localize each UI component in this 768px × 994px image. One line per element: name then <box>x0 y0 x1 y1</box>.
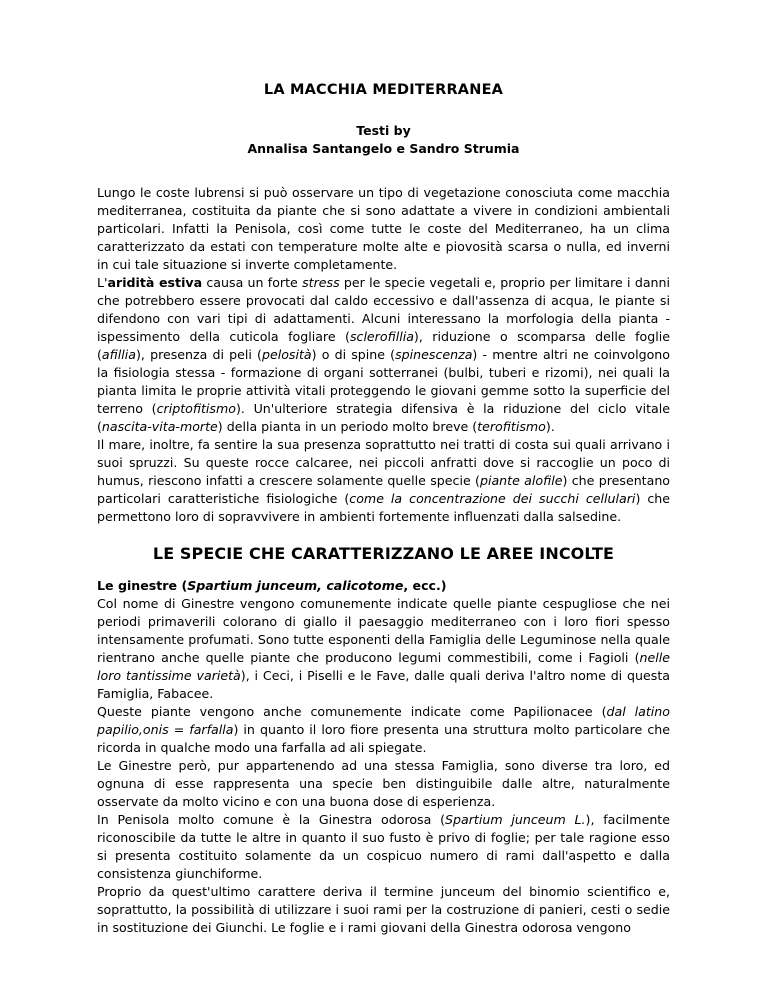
emphasis-italic: dal latino papilio,onis = farfalla <box>97 704 670 737</box>
text-run: ), riduzione o scomparsa delle foglie ( <box>97 329 671 362</box>
emphasis-italic: pelosità <box>261 347 312 362</box>
emphasis-italic: piante alofile <box>479 473 563 488</box>
text-run: ) in quanto il loro fiore presenta una struttura molto particolare che ricorda in qualche modo una farfalla ad ali spiegate. <box>97 722 670 755</box>
document-subtitle <box>97 122 670 158</box>
intro-paragraph-2 <box>97 274 670 436</box>
emphasis-italic: Spartium junceum, calicotome <box>187 578 404 593</box>
intro-paragraph-1: Lungo le coste lubrensi si può osservare un tipo di vegetazione conosciuta come macchia mediterranea, costituita da piante che si sono adattate a vivere in condizioni ambientali particolari. Infatti la Penisola, così come tutte le coste del Mediterraneo, ha un clima caratterizzato da estati con temperature molte alte e piovosità scarsa o nulla, ed inverni in cui tale situazione si inverte completamente. <box>97 185 670 272</box>
text-run: Queste piante vengono anche comunemente indicate come Papilionacee ( <box>97 704 607 719</box>
emphasis-italic: sclerofillia <box>349 329 414 344</box>
ginestre-paragraph-2 <box>97 703 670 757</box>
ginestre-paragraph-4 <box>97 811 670 883</box>
text-run: ) che presentano particolari caratteristiche fisiologiche ( <box>97 473 671 506</box>
intro-paragraph-3 <box>97 436 670 526</box>
document-page <box>97 82 670 937</box>
text-run: Il mare, inoltre, fa sentire la sua presenza soprattutto nei tratti di costa sui quali arrivano i suoi spruzzi. Su queste rocce calcaree, nei piccoli anfratti dove si raccoglie un poco di humus, riescono infatti a crescere solamente quelle specie ( <box>97 437 670 488</box>
ginestre-heading <box>97 577 670 595</box>
emphasis-italic: spinescenza <box>395 347 473 362</box>
emphasis-italic: terofitismo <box>477 419 546 434</box>
ginestre-paragraph-1 <box>97 595 670 703</box>
text-run: ), i Ceci, i Piselli e le Fave, dalle quali deriva l'altro nome di questa Famiglia, Fabacee. <box>97 668 670 701</box>
text-run: In Penisola molto comune è la Ginestra odorosa ( <box>97 812 446 827</box>
subtitle-authors: Annalisa Santangelo e Sandro Strumia <box>247 141 520 156</box>
text-run: , ecc.) <box>403 578 447 593</box>
emphasis-bold: aridità estiva <box>107 275 203 290</box>
text-run: ) della pianta in un periodo molto breve ( <box>217 419 478 434</box>
emphasis-italic: nascita-vita-morte <box>101 419 218 434</box>
ginestre-paragraph-5: Proprio da quest'ultimo carattere deriva il termine junceum del binomio scientifico e, soprattutto, la possibilità di utilizzare i suoi rami per la costruzione di panieri, cesti o sedie in sostituzione dei Giunchi. Le foglie e i rami giovani della Ginestra odorosa vengono <box>97 884 670 935</box>
emphasis-italic: criptofitismo <box>156 401 236 416</box>
text-run: causa un forte <box>202 275 303 290</box>
text-run: L' <box>97 275 108 290</box>
text-run: ) che permettono loro di sopravvivere in ambienti fortemente influenzati dalla salsedine. <box>97 491 670 524</box>
subtitle-line-1: Testi by <box>356 123 411 138</box>
text-run: ), facilmente riconoscibile da tutte le altre in quanto il suo fusto è privo di foglie; per tale ragione esso si presenta costituito solamente da un cospicuo numero di rami dall'aspetto e dalla consistenza giunchiforme. <box>97 812 670 881</box>
emphasis-italic: stress <box>302 275 340 290</box>
text-run: Col nome di Ginestre vengono comunemente indicate quelle piante cespugliose che nei periodi primaverili colorano di giallo il paesaggio mediterraneo con i loro fiori spesso intensamente profumati. Sono tutte esponenti della Famiglia delle Leguminose nella quale rientrano anche quelle piante che producono legumi commestibili, come i Fagioli ( <box>97 596 670 665</box>
emphasis-italic: afillia <box>101 347 136 362</box>
text-run: ). Un'ulteriore strategia difensiva è la riduzione del ciclo vitale ( <box>97 401 670 434</box>
text-run: Le ginestre ( <box>97 578 188 593</box>
ginestre-paragraph-3: Le Ginestre però, pur appartenendo ad una stessa Famiglia, sono diverse tra loro, ed ognuna di esse rappresenta una specie ben distinguibile dalle altre, naturalmente osservate da molto vicino e con una buona dose di esperienza. <box>97 758 670 809</box>
emphasis-italic: come la concentrazione dei succhi cellulari <box>349 491 636 506</box>
text-run: ), presenza di peli ( <box>136 347 262 362</box>
text-run: ) o di spine ( <box>311 347 396 362</box>
text-run: ) - mentre altri ne coinvolgono la fisiologia stessa - formazione di organi sotterranei (bulbi, tuberi e rizomi), nei quali la pianta limita le proprie attività vitali proteggendo le giovani gemme sotto la superficie del terreno ( <box>97 347 670 416</box>
document-title: LA MACCHIA MEDITERRANEA <box>263 82 504 98</box>
section-heading: LE SPECIE CHE CARATTERIZZANO LE AREE INCOLTE <box>152 544 615 563</box>
emphasis-italic: nelle loro tantissime varietà <box>97 650 670 683</box>
emphasis-italic: Spartium junceum L. <box>445 812 586 827</box>
text-run: per le specie vegetali e, proprio per limitare i danni che potrebbero essere provocati dal caldo eccessivo e dall'assenza di acqua, le piante si difendono con vari tipi di adattamenti. Alcuni interessano la morfologia della pianta - ispessimento della cuticola fogliare ( <box>97 275 670 344</box>
text-run: ). <box>545 419 555 434</box>
